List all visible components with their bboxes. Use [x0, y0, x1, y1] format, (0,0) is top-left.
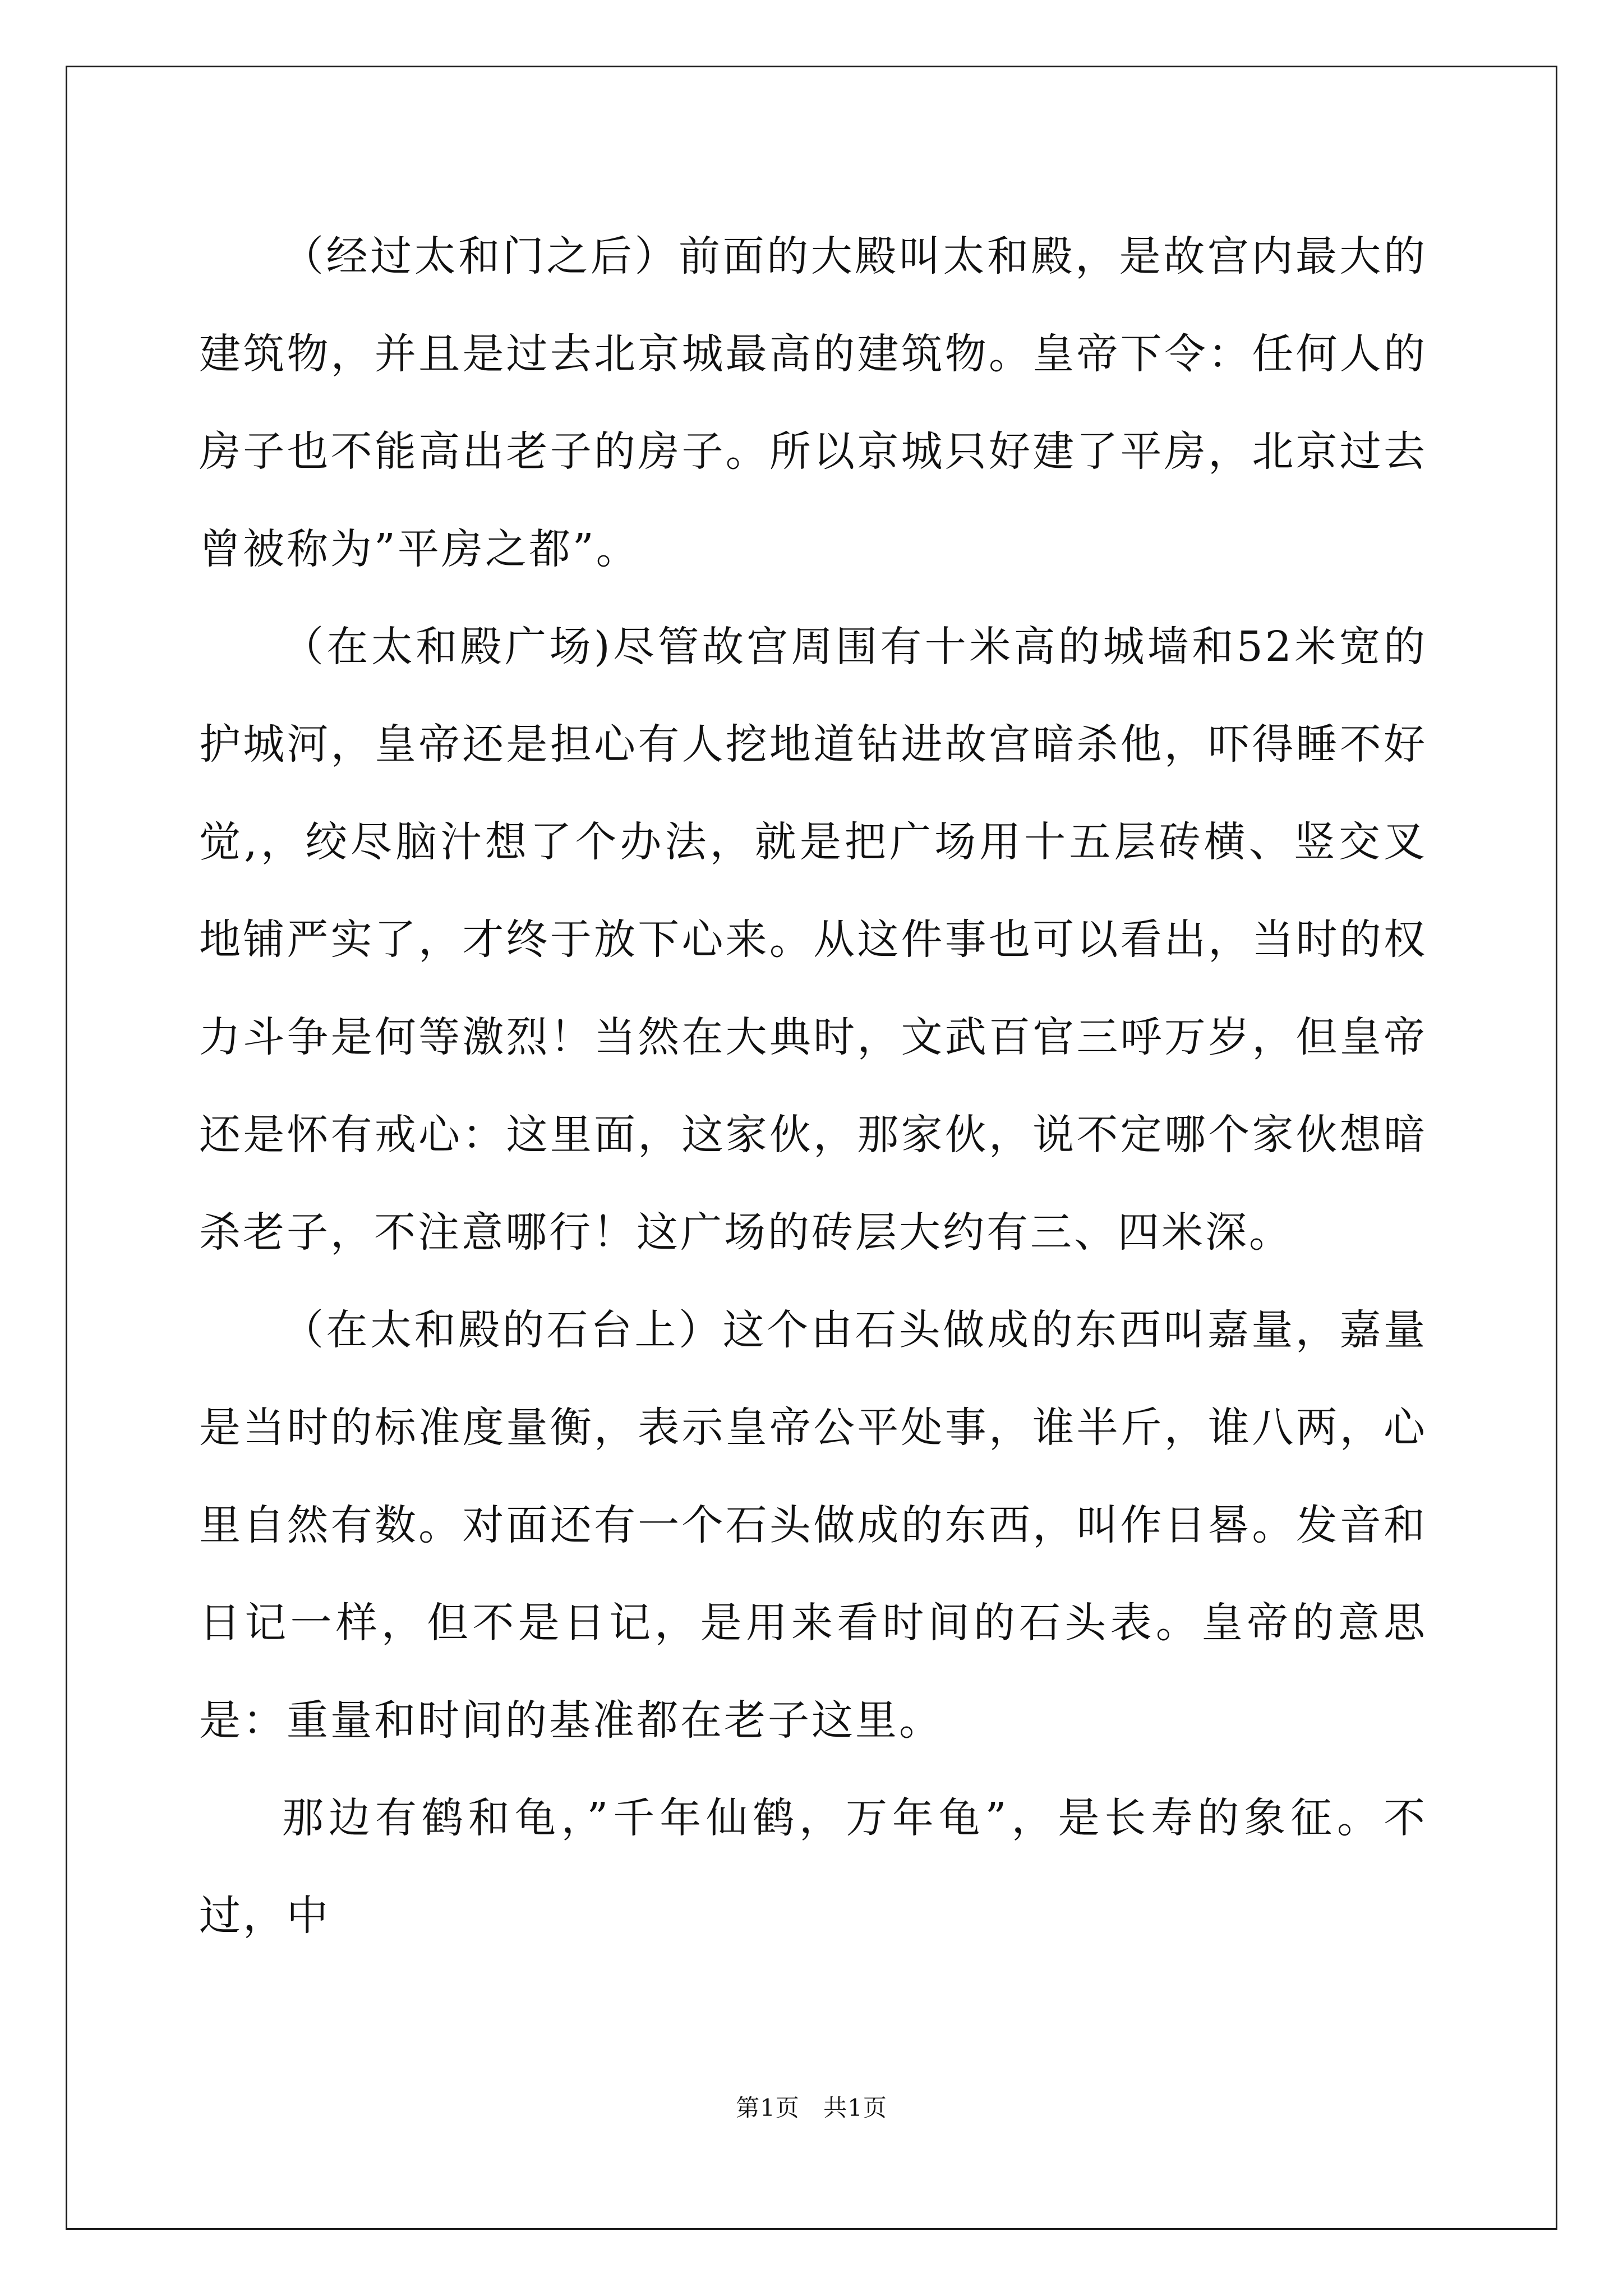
document-body	[199, 208, 1427, 1964]
paragraph: （在太和殿的石台上）这个由石头做成的东西叫嘉量，嘉量是当时的标准度量衡，表示皇帝公平处事，谁半斤，谁八两，心里自然有数。对面还有一个石头做成的东西，叫作日晷。发音和日记一样，但不是日记，是用来看时间的石头表。皇帝的意思是：重量和时间的基准都在老子这里。	[199, 1306, 1427, 1745]
page-number-current: 第1页	[736, 2094, 800, 2122]
page-number-total: 共1页	[823, 2094, 887, 2122]
paragraph: 那边有鹤和龟，”千年仙鹤，万年龟”，是长寿的象征。不过，中	[199, 1794, 1427, 1940]
paragraph: （经过太和门之后）前面的大殿叫太和殿，是故宫内最大的建筑物，并且是过去北京城最高的建筑物。皇帝下令：任何人的房子也不能高出老子的房子。所以京城只好建了平房，北京过去曾被称为”平房之都”。	[199, 232, 1427, 573]
paragraph: （在太和殿广场)尽管故宫周围有十米高的城墙和52米宽的护城河，皇帝还是担心有人挖地道钻进故宫暗杀他，吓得睡不好觉,，绞尽脑汁想了个办法，就是把广场用十五层砖横、竖交叉地铺严实了，才终于放下心来。从这件事也可以看出，当时的权力斗争是何等激烈！当然在大典时，文武百官三呼万岁，但皇帝还是怀有戒心：这里面，这家伙，那家伙，说不定哪个家伙想暗杀老子，不注意哪行！这广场的砖层大约有三、四米深。	[199, 623, 1427, 1257]
page-footer	[0, 2090, 1623, 2123]
